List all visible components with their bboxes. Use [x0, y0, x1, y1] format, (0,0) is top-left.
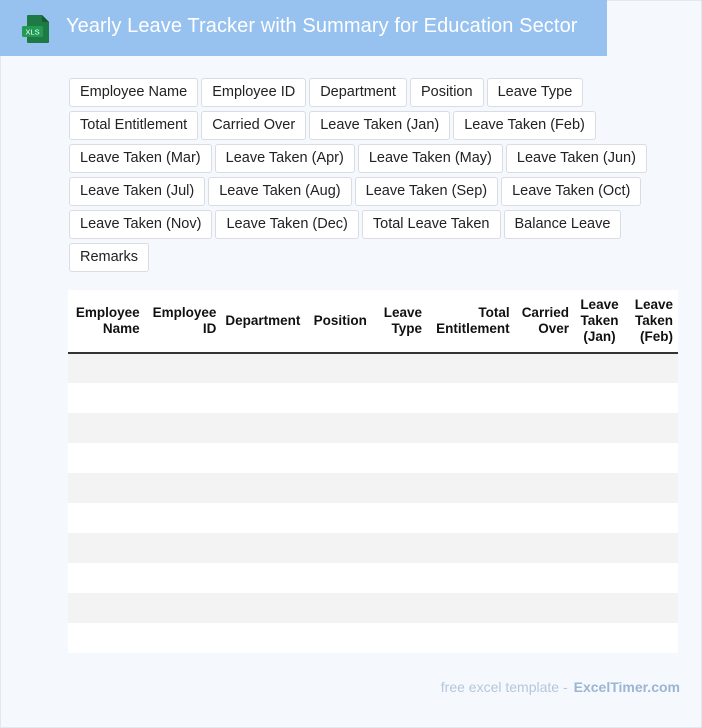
table-cell[interactable]: [68, 413, 145, 443]
title-banner: [0, 0, 607, 56]
table-cell[interactable]: [68, 383, 145, 413]
column-chip[interactable]: Leave Taken (Jul): [69, 177, 205, 206]
column-chip[interactable]: Department: [309, 78, 407, 107]
table-cell[interactable]: [145, 623, 222, 653]
table-cell[interactable]: [515, 383, 574, 413]
column-chip[interactable]: Leave Taken (Mar): [69, 144, 212, 173]
table-cell[interactable]: [515, 473, 574, 503]
table-cell[interactable]: [377, 503, 427, 533]
table-cell[interactable]: [626, 503, 678, 533]
column-chip[interactable]: Employee Name: [69, 78, 198, 107]
table-cell[interactable]: [427, 413, 515, 443]
table-cell[interactable]: [221, 593, 309, 623]
table-cell[interactable]: [221, 473, 309, 503]
table-cell[interactable]: [574, 383, 626, 413]
table-row: [68, 383, 678, 413]
table-cell[interactable]: [377, 473, 427, 503]
table-cell[interactable]: [427, 443, 515, 473]
table-row: [68, 413, 678, 443]
table-cell[interactable]: [145, 473, 222, 503]
table-cell[interactable]: [68, 473, 145, 503]
column-chip[interactable]: Leave Type: [487, 78, 584, 107]
table-cell[interactable]: [310, 413, 377, 443]
table-cell[interactable]: [515, 443, 574, 473]
table-cell[interactable]: [221, 533, 309, 563]
table-cell[interactable]: [574, 563, 626, 593]
table-cell[interactable]: [626, 623, 678, 653]
column-chip[interactable]: Carried Over: [201, 111, 306, 140]
page-title: Yearly Leave Tracker with Summary for Education Sector: [66, 15, 578, 37]
table-cell[interactable]: [574, 503, 626, 533]
table-cell[interactable]: [377, 533, 427, 563]
table-cell[interactable]: [574, 593, 626, 623]
table-row: [68, 353, 678, 383]
table-cell[interactable]: [515, 563, 574, 593]
column-chip[interactable]: Leave Taken (Nov): [69, 210, 212, 239]
table-cell[interactable]: [626, 353, 678, 383]
table-cell[interactable]: [145, 413, 222, 443]
column-header[interactable]: Employee ID: [145, 290, 222, 353]
table-cell[interactable]: [427, 353, 515, 383]
column-chip[interactable]: Balance Leave: [504, 210, 622, 239]
column-chip[interactable]: Leave Taken (Oct): [501, 177, 641, 206]
footer-brand-link[interactable]: ExcelTimer.com: [573, 679, 680, 695]
table-cell[interactable]: [68, 593, 145, 623]
table-cell[interactable]: [68, 563, 145, 593]
footer: [441, 679, 680, 695]
table-cell[interactable]: [310, 383, 377, 413]
table-cell[interactable]: [310, 473, 377, 503]
column-chip[interactable]: Total Entitlement: [69, 111, 198, 140]
leave-table-container[interactable]: [68, 290, 678, 653]
table-cell[interactable]: [515, 593, 574, 623]
column-chip[interactable]: Leave Taken (Jun): [506, 144, 647, 173]
column-chip[interactable]: Leave Taken (Sep): [355, 177, 498, 206]
table-cell[interactable]: [221, 563, 309, 593]
table-row: [68, 563, 678, 593]
table-cell[interactable]: [310, 353, 377, 383]
table-cell[interactable]: [221, 623, 309, 653]
column-chip[interactable]: Leave Taken (Aug): [208, 177, 351, 206]
table-cell[interactable]: [145, 443, 222, 473]
table-cell[interactable]: [427, 383, 515, 413]
table-row: [68, 593, 678, 623]
column-chip[interactable]: Total Leave Taken: [362, 210, 501, 239]
column-header[interactable]: Leave Taken (Feb): [626, 290, 678, 353]
table-cell[interactable]: [626, 473, 678, 503]
table-cell[interactable]: [377, 413, 427, 443]
table-cell[interactable]: [377, 623, 427, 653]
table-cell[interactable]: [145, 533, 222, 563]
table-cell[interactable]: [68, 623, 145, 653]
column-header[interactable]: Department: [221, 290, 309, 353]
table-cell[interactable]: [310, 563, 377, 593]
table-cell[interactable]: [427, 563, 515, 593]
table-row: [68, 443, 678, 473]
table-cell[interactable]: [145, 383, 222, 413]
column-chip[interactable]: Leave Taken (Dec): [215, 210, 358, 239]
table-cell[interactable]: [427, 593, 515, 623]
table-cell[interactable]: [626, 383, 678, 413]
table-cell[interactable]: [515, 503, 574, 533]
table-cell[interactable]: [515, 533, 574, 563]
table-row: [68, 503, 678, 533]
table-cell[interactable]: [574, 443, 626, 473]
column-header[interactable]: Employee Name: [68, 290, 145, 353]
svg-text:XLS: XLS: [25, 27, 40, 37]
table-row: [68, 473, 678, 503]
table-header-row: [68, 290, 678, 353]
table-cell[interactable]: [427, 533, 515, 563]
table-cell[interactable]: [68, 353, 145, 383]
table-cell[interactable]: [68, 503, 145, 533]
table-row: [68, 533, 678, 563]
table-cell[interactable]: [515, 623, 574, 653]
table-cell[interactable]: [377, 443, 427, 473]
table-cell[interactable]: [574, 413, 626, 443]
table-cell[interactable]: [377, 353, 427, 383]
table-cell[interactable]: [145, 503, 222, 533]
table-cell[interactable]: [221, 443, 309, 473]
table-cell[interactable]: [574, 533, 626, 563]
column-header[interactable]: Position: [310, 290, 377, 353]
table-cell[interactable]: [515, 413, 574, 443]
table-cell[interactable]: [626, 533, 678, 563]
table-cell[interactable]: [377, 563, 427, 593]
column-chip[interactable]: Position: [410, 78, 484, 107]
table-cell[interactable]: [221, 353, 309, 383]
table-cell[interactable]: [145, 563, 222, 593]
xls-file-icon: [22, 14, 50, 44]
table-cell[interactable]: [626, 563, 678, 593]
table-cell[interactable]: [310, 623, 377, 653]
table-cell[interactable]: [145, 353, 222, 383]
table-cell[interactable]: [626, 593, 678, 623]
table-cell[interactable]: [574, 353, 626, 383]
table-cell[interactable]: [68, 533, 145, 563]
table-cell[interactable]: [68, 443, 145, 473]
table-cell[interactable]: [310, 533, 377, 563]
table-cell[interactable]: [515, 353, 574, 383]
table-cell[interactable]: [377, 383, 427, 413]
table-cell[interactable]: [221, 383, 309, 413]
column-chip[interactable]: Leave Taken (Jan): [309, 111, 450, 140]
table-row: [68, 623, 678, 653]
table-cell[interactable]: [574, 473, 626, 503]
table-cell[interactable]: [427, 623, 515, 653]
column-header[interactable]: Leave Taken (Jan): [574, 290, 626, 353]
column-header[interactable]: Leave Type: [377, 290, 427, 353]
column-header[interactable]: Total Entitlement: [427, 290, 515, 353]
table-cell[interactable]: [574, 623, 626, 653]
table-cell[interactable]: [427, 503, 515, 533]
table-cell[interactable]: [221, 503, 309, 533]
table-cell[interactable]: [626, 413, 678, 443]
column-header[interactable]: Carried Over: [515, 290, 574, 353]
footer-text: free excel template -: [440, 679, 568, 695]
column-chip[interactable]: Leave Taken (Apr): [215, 144, 355, 173]
column-chip-list: [69, 78, 669, 272]
table-cell[interactable]: [626, 443, 678, 473]
column-chip[interactable]: Employee ID: [201, 78, 306, 107]
table-cell[interactable]: [310, 443, 377, 473]
column-chip[interactable]: Leave Taken (Feb): [453, 111, 596, 140]
column-chip[interactable]: Remarks: [69, 243, 149, 272]
table-cell[interactable]: [427, 473, 515, 503]
table-cell[interactable]: [145, 593, 222, 623]
table-cell[interactable]: [377, 593, 427, 623]
leave-table: [68, 290, 678, 653]
table-cell[interactable]: [310, 593, 377, 623]
column-chip[interactable]: Leave Taken (May): [358, 144, 503, 173]
table-cell[interactable]: [221, 413, 309, 443]
table-cell[interactable]: [310, 503, 377, 533]
